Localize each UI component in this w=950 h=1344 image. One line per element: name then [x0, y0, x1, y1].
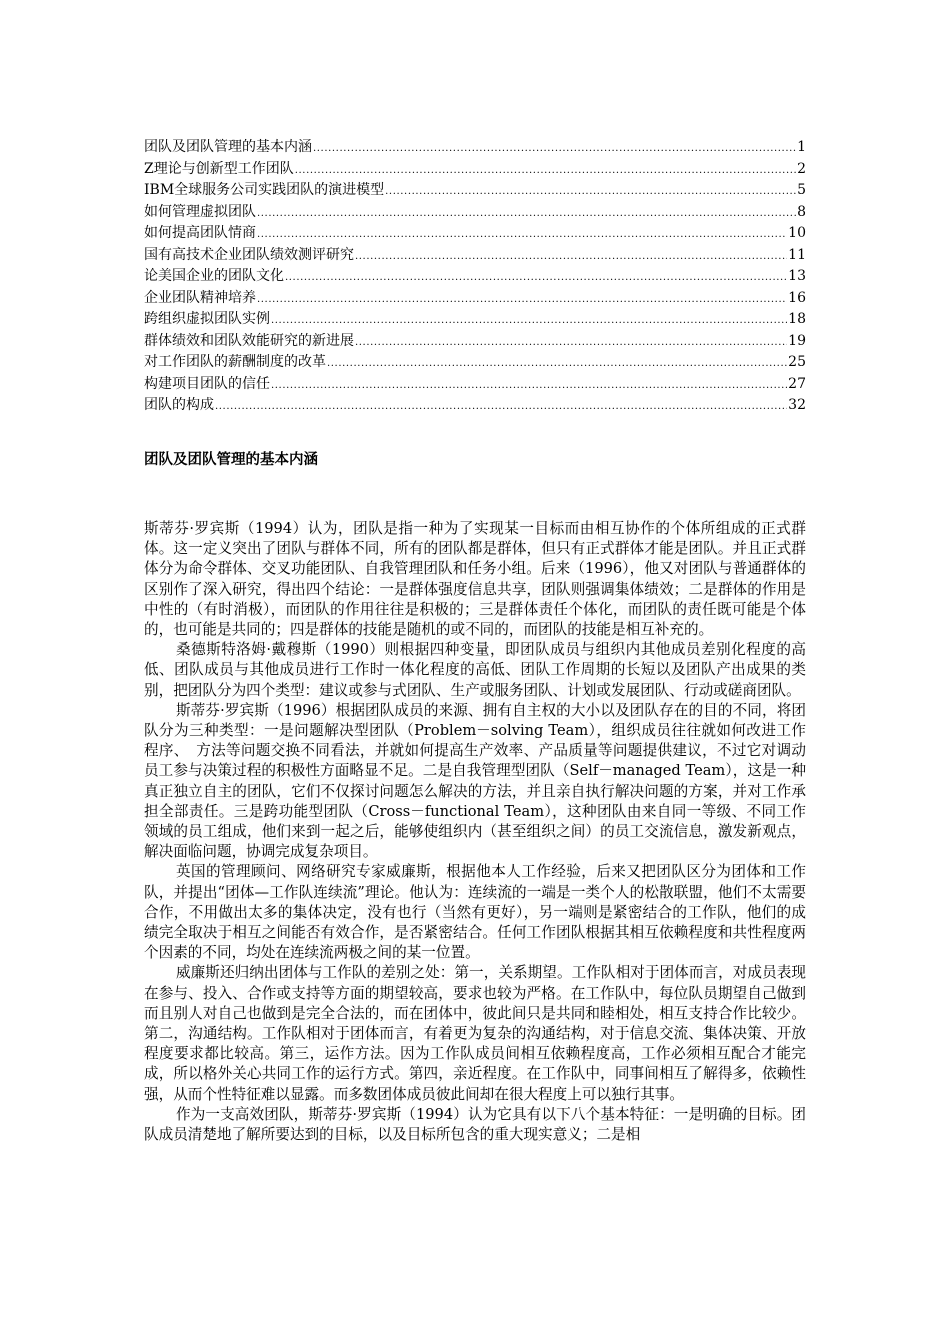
body-paragraph: 作为一支高效团队，斯蒂芬·罗宾斯（1994）认为它具有以下八个基本特征：一是明确的目标。团队成员清楚地了解所要达到的目标，以及目标所包含的重大现实意义；二是相 — [144, 1105, 806, 1144]
toc-leader-dots — [271, 375, 787, 397]
toc-entry-title: 群体绩效和团队效能研究的新进展 — [144, 332, 354, 349]
toc-entry-title: 如何提高团队情商 — [144, 225, 256, 241]
toc-leader-dots — [271, 310, 787, 332]
toc-entry-title: 构建项目团队的信任 — [144, 375, 270, 392]
toc-leader-dots — [257, 289, 787, 311]
toc-entry-page: 27 — [788, 375, 806, 392]
toc-entry-page: 1 — [797, 139, 806, 155]
toc-entry-title: 企业团队精神培养 — [144, 289, 256, 306]
toc-entry-page: 13 — [788, 268, 806, 284]
toc-leader-dots — [285, 267, 787, 289]
toc-entry[interactable] — [144, 266, 806, 288]
toc-entry-title: Z理论与创新型工作团队 — [144, 160, 294, 177]
toc-entry-page: 25 — [788, 354, 806, 370]
toc-entry[interactable] — [144, 331, 806, 353]
toc-entry[interactable] — [144, 288, 806, 310]
toc-entry-title: 跨组织虚拟团队实例 — [144, 311, 270, 327]
toc-entry[interactable] — [144, 374, 806, 396]
toc-leader-dots — [215, 396, 787, 418]
body-paragraph: 桑德斯特洛姆·戴穆斯（1990）则根据四种变量，即团队成员与组织内其他成员差别化程度的高低、团队成员与其他成员进行工作时一体化程度的高低、团队工作周期的长短以及团队产出成果的类别，把团队分为四个类型：建议或参与式团队、生产或服务团队、计划或发展团队、行动或磋商团队。 — [144, 641, 806, 699]
toc-entry-page: 18 — [788, 311, 806, 327]
toc-entry-page: 11 — [788, 246, 806, 263]
toc-entry[interactable] — [144, 245, 806, 267]
toc-entry-page: 5 — [797, 182, 806, 198]
body-paragraph: 威廉斯还归纳出团体与工作队的差别之处：第一，关系期望。工作队相对于团体而言，对成员表现在参与、投入、合作或支持等方面的期望较高，要求也较为严格。在工作队中，每位队员期望自己做到而且别人对自己也做到是完全合法的，而在团体中，彼此间只是共同和睦相处，相互支持合作比较少。第二，沟通结构。工作队相对于团体而言，有着更为复杂的沟通结构，对于信息交流、集体决策、开放程度要求都比较高。第三，运作方法。因为工作队成员间相互依赖程度高，工作必须相互配合才能完成，所以格外关心共同工作的运行方式。第四，亲近程度。在工作队中，同事间相互了解得多，依赖性强，从而个性特征难以显露。而多数团体成员彼此间却在很大程度上可以独行其事。 — [144, 964, 806, 1103]
toc-leader-dots — [355, 332, 787, 354]
toc-entry[interactable] — [144, 395, 806, 417]
toc-entry-title: 如何管理虚拟团队 — [144, 203, 256, 220]
toc-leader-dots — [257, 203, 796, 225]
toc-entry-page: 10 — [788, 225, 806, 241]
toc-entry-title: 论美国企业的团队文化 — [144, 268, 284, 284]
toc-leader-dots — [355, 246, 787, 268]
toc-entry[interactable] — [144, 352, 806, 374]
body-paragraph: 斯蒂芬·罗宾斯（1996）根据团队成员的来源、拥有自主权的大小以及团队存在的目的不同，将团队分为三种类型：一是问题解决型团队（Problem－solving Team），组织成员往往就如何改进工作程序、 方法等问题交换不同看法，并就如何提高生产效率、产品质量等问题提供建议，不过它对调动员工参与决策过程的积极性方面略显不足。二是自我管理型团队（Self－managed Team），这是一种真正独立自主的团队，它们不仅探讨问题怎么解决的方法，并且亲自执行解决问题的方案，并对工作承担全部责任。三是跨功能型团队（Cross－functional Team），这种团队由来自同一等级、不同工作领域的员工组成，他们来到一起之后，能够使组织内（甚至组织之间）的员工交流信息，激发新观点，解决面临问题，协调完成复杂项目。 — [144, 701, 806, 861]
toc-entry[interactable] — [144, 223, 806, 245]
toc-leader-dots — [295, 160, 796, 182]
toc-entry-page: 32 — [788, 397, 806, 413]
section-body — [144, 519, 806, 1145]
toc-entry-title: 团队的构成 — [144, 397, 214, 413]
toc-leader-dots — [327, 353, 787, 375]
toc-entry[interactable] — [144, 309, 806, 331]
table-of-contents — [144, 137, 806, 417]
toc-entry-title: IBM全球服务公司实践团队的演进模型 — [144, 182, 385, 198]
toc-entry-page: 2 — [797, 160, 806, 177]
section-heading: 团队及团队管理的基本内涵 — [144, 451, 318, 468]
toc-entry-title: 国有高技术企业团队绩效测评研究 — [144, 246, 354, 263]
body-paragraph: 斯蒂芬·罗宾斯（1994）认为，团队是指一种为了实现某一目标而由相互协作的个体所组成的正式群体。这一定义突出了团队与群体不同，所有的团队都是群体，但只有正式群体才能是团队。并且正式群体分为命令群体、交叉功能团队、自我管理团队和任务小组。后来（1996），他又对团队与普通群体的区别作了深入研究，得出四个结论：一是群体强度信息共享，团队则强调集体绩效；二是群体的作用是中性的（有时消极），而团队的作用往往是积极的；三是群体责任个体化，而团队的责任既可能是个体的，也可能是共同的；四是群体的技能是随机的或不同的，而团队的技能是相互补充的。 — [144, 520, 806, 639]
body-paragraph: 英国的管理顾问、网络研究专家威廉斯，根据他本人工作经验，后来又把团队区分为团体和工作队，并提出“团体—工作队连续流”理论。他认为：连续流的一端是一类个人的松散联盟，他们不太需要合作，不用做出太多的集体决定，没有也行（当然有更好），另一端则是紧密结合的工作队，他们的成绩完全取决于相互之间能否有效合作，是否紧密结合。任何工作团队根据其相互依赖程度和共性程度两个因素的不同，均处在连续流两极之间的某一位置。 — [144, 863, 806, 962]
toc-entry[interactable] — [144, 202, 806, 224]
toc-entry-title: 对工作团队的薪酬制度的改革 — [144, 354, 326, 370]
toc-entry-page: 16 — [788, 289, 806, 306]
toc-entry[interactable] — [144, 137, 806, 159]
toc-entry-page: 8 — [797, 203, 806, 220]
toc-entry-title: 团队及团队管理的基本内涵 — [144, 139, 312, 155]
toc-leader-dots — [385, 181, 796, 203]
toc-entry[interactable] — [144, 180, 806, 202]
toc-leader-dots — [257, 224, 787, 246]
toc-entry[interactable] — [144, 159, 806, 181]
toc-entry-page: 19 — [788, 332, 806, 349]
toc-leader-dots — [313, 138, 796, 160]
